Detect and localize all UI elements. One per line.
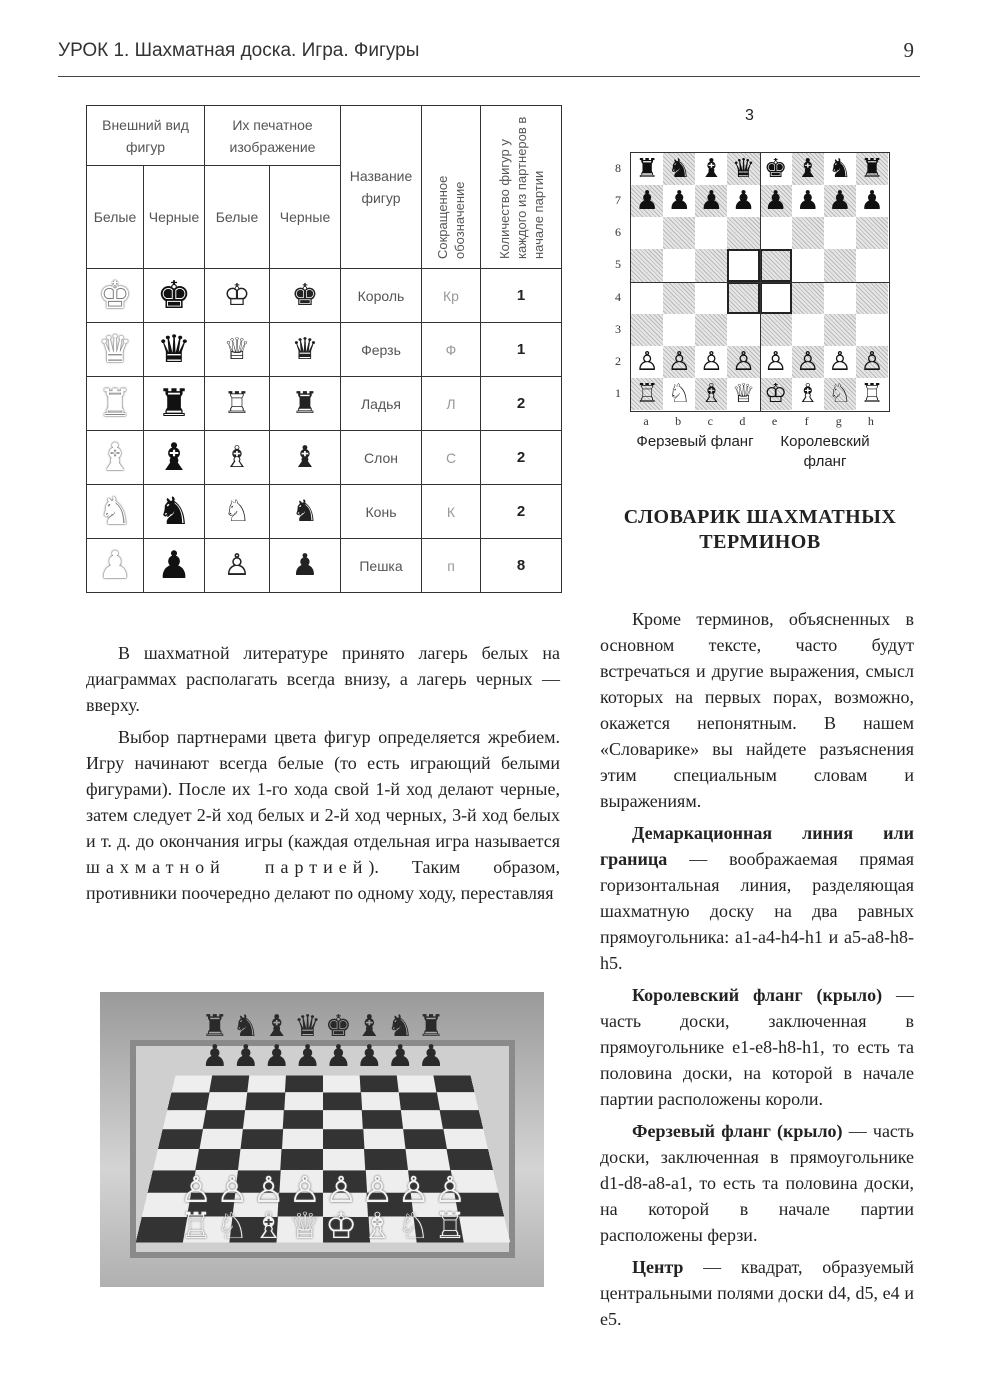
table-row: [87, 485, 562, 539]
board-square: ♚: [760, 153, 792, 185]
piece-name: Король: [341, 269, 422, 323]
board-square: [727, 282, 759, 314]
piece-abbr: Ф: [422, 323, 481, 377]
pieces-table: [86, 105, 562, 593]
board-square: [663, 282, 695, 314]
piece-name: Ферзь: [341, 323, 422, 377]
board-square: [856, 217, 888, 249]
board-square: [727, 314, 759, 346]
board-square: ♟: [727, 185, 759, 217]
paragraph-2: Выбор партнерами цвета фигур определяется жребием. Игру начинают всегда белые (то есть играющий белыми фигурами). После их 1-го хода свой 1-й ход делают черные, затем следует 2-й ход белых и 2-й ход черных, 3-й ход белых и т. д. до окончания игры (каждая отдельная игра называется шахматной партией). Таким образом, противники поочередно делают по одному ходу, переставляя: [86, 727, 561, 903]
rank-label: 8: [615, 161, 621, 175]
black-piece-glyph: ♛: [270, 323, 341, 377]
board-square: [824, 217, 856, 249]
board-square: ♝: [695, 153, 727, 185]
file-label: f: [804, 414, 809, 428]
glossary-entry-demarcation: Демаркационная линия или граница — воображаемая прямая горизонтальная линия, разделяющая шахматную доску на два равных прямоугольника: a1-a4-h4-h1 и a5-a8-h8-h5.: [600, 823, 914, 973]
board-square: [824, 249, 856, 281]
rank-label: 1: [615, 385, 621, 400]
piece-abbr: п: [422, 539, 481, 593]
board-square: [727, 217, 759, 249]
file-label: d: [739, 414, 746, 428]
rank-label: 5: [615, 257, 621, 272]
glossary-entry-king-flank: Королевский фланг (крыло) — часть доски, заключенная в прямоугольнике e1-e8-h8-h1, то есть та половина доски, на которой в начале партии расположены короли.: [600, 985, 914, 1109]
board-square: [663, 249, 695, 281]
chessboard-photo: ♜♞♝♛♚♝♞♜ ♟♟♟♟♟♟♟♟ ♙♙♙♙♙♙♙♙ ♖♘♗♕♔♗♘♖: [100, 992, 544, 1287]
header-abbr: Сокращенное обозначение: [422, 106, 481, 269]
board-square: ♘: [824, 378, 856, 410]
board-square: [631, 314, 663, 346]
rank-label: 2: [615, 353, 621, 368]
board-square: ♟: [856, 185, 888, 217]
piece-count: 1: [481, 323, 562, 377]
board-square: [663, 217, 695, 249]
piece-name: Ладья: [341, 377, 422, 431]
page-number: 9: [903, 38, 914, 62]
board-square: ♟: [631, 185, 663, 217]
board-square: ♟: [695, 185, 727, 217]
board-square: ♙: [695, 346, 727, 378]
board-square: ♖: [631, 378, 663, 410]
board-square: ♙: [792, 346, 824, 378]
king-flank-label: Королевский фланг: [780, 433, 870, 470]
board-square: [824, 314, 856, 346]
piece-count: 2: [481, 485, 562, 539]
glossary-title: СЛОВАРИК ШАХМАТНЫХ ТЕРМИНОВ: [623, 506, 897, 553]
board-square: [760, 314, 792, 346]
white-piece-photo: ♞: [87, 485, 144, 539]
board-square: ♙: [856, 346, 888, 378]
table-row: [87, 323, 562, 377]
white-piece-glyph: ♔: [205, 269, 270, 323]
piece-count: 1: [481, 269, 562, 323]
chess-diagram: [630, 152, 890, 412]
board-square: ♜: [631, 153, 663, 185]
board-square: ♗: [792, 378, 824, 410]
board-square: ♛: [727, 153, 759, 185]
glossary-entry-queen-flank: Ферзевый фланг (крыло) — часть доски, заключенная в прямоугольнике d1-d8-a8-a1, то есть та половина доски, на которой в начале партии расположены ферзи.: [600, 1121, 914, 1245]
table-row: [87, 377, 562, 431]
header-white-print: Белые: [205, 166, 270, 269]
header-count: Количество фигур у каждого из партнеров в начале партии: [481, 106, 562, 269]
board-square: [695, 217, 727, 249]
piece-count: 2: [481, 377, 562, 431]
board-square: ♟: [760, 185, 792, 217]
black-piece-photo: ♞: [144, 485, 205, 539]
piece-count: 2: [481, 431, 562, 485]
board-square: ♕: [727, 378, 759, 410]
board-square: [856, 249, 888, 281]
header-white: Белые: [87, 166, 144, 269]
table-row: [87, 431, 562, 485]
board-square: ♞: [663, 153, 695, 185]
board-square: [631, 217, 663, 249]
chapter-title: УРОК 1. Шахматная доска. Игра. Фигуры: [58, 40, 420, 61]
board-square: ♗: [695, 378, 727, 410]
header-appearance: Внешний вид фигур: [87, 106, 205, 166]
board-square: [792, 314, 824, 346]
header-printed: Их печатное изображение: [205, 106, 341, 166]
board-square: ♙: [824, 346, 856, 378]
white-piece-photo: ♛: [87, 323, 144, 377]
board-square: [824, 282, 856, 314]
board-square: [792, 249, 824, 281]
file-label: a: [643, 414, 649, 428]
board-square: ♔: [760, 378, 792, 410]
board-square: ♝: [792, 153, 824, 185]
black-piece-photo: ♚: [144, 269, 205, 323]
table-row: [87, 269, 562, 323]
glossary-text: [600, 606, 914, 1338]
file-label: h: [867, 414, 874, 428]
board-square: ♘: [663, 378, 695, 410]
white-piece-photo: ♚: [87, 269, 144, 323]
black-piece-photo: ♛: [144, 323, 205, 377]
file-label: g: [835, 414, 842, 428]
black-piece-photo: ♜: [144, 377, 205, 431]
board-square: ♖: [856, 378, 888, 410]
piece-name: Пешка: [341, 539, 422, 593]
board-square: ♜: [856, 153, 888, 185]
black-piece-photo: ♟: [144, 539, 205, 593]
page-header: [58, 36, 920, 77]
board-square: [856, 282, 888, 314]
black-piece-glyph: ♚: [270, 269, 341, 323]
black-piece-glyph: ♟: [270, 539, 341, 593]
piece-name: Слон: [341, 431, 422, 485]
board-square: ♙: [727, 346, 759, 378]
board-square: [792, 217, 824, 249]
board-square: [631, 249, 663, 281]
white-piece-photo: ♝: [87, 431, 144, 485]
board-square: [760, 249, 792, 281]
black-piece-photo: ♝: [144, 431, 205, 485]
board-square: [760, 282, 792, 314]
board-square: ♞: [824, 153, 856, 185]
piece-abbr: Кр: [422, 269, 481, 323]
flank-divider-line: [760, 153, 761, 411]
rank-label: 3: [615, 321, 621, 336]
board-square: ♙: [760, 346, 792, 378]
white-piece-glyph: ♗: [205, 431, 270, 485]
header-black: Черные: [144, 166, 205, 269]
board-square: ♙: [631, 346, 663, 378]
header-name: Название фигур: [341, 106, 422, 269]
table-row: [87, 539, 562, 593]
white-piece-glyph: ♕: [205, 323, 270, 377]
board-square: ♟: [824, 185, 856, 217]
piece-count: 8: [481, 539, 562, 593]
piece-name: Конь: [341, 485, 422, 539]
black-piece-glyph: ♜: [270, 377, 341, 431]
board-square: ♟: [663, 185, 695, 217]
paragraph-1: В шахматной литературе принято лагерь белых на диаграммах располагать всегда внизу, а лагерь черных — вверху.: [86, 643, 560, 715]
rank-label: 7: [615, 193, 621, 208]
file-label: e: [771, 414, 778, 428]
board-square: [631, 282, 663, 314]
white-piece-glyph: ♖: [205, 377, 270, 431]
piece-abbr: Л: [422, 377, 481, 431]
rank-label: 4: [615, 289, 621, 304]
header-black-print: Черные: [270, 166, 341, 269]
queen-flank-label: Ферзевый фланг: [636, 433, 754, 450]
white-piece-photo: ♜: [87, 377, 144, 431]
black-piece-glyph: ♞: [270, 485, 341, 539]
board-square: [727, 249, 759, 281]
white-piece-glyph: ♘: [205, 485, 270, 539]
file-label: c: [707, 414, 713, 428]
board-square: ♙: [663, 346, 695, 378]
board-square: [663, 314, 695, 346]
glossary-intro: Кроме терминов, объясненных в основном тексте, часто будут встречаться и другие выражения, смысл которых на первых порах, возможно, окажется непонятным. В нашем «Словарике» вы найдете разъяснения этим специальным словам и выражениям.: [600, 609, 914, 811]
rank-label: 6: [615, 225, 621, 240]
board-square: ♟: [792, 185, 824, 217]
piece-abbr: С: [422, 431, 481, 485]
file-label: b: [675, 414, 682, 428]
black-piece-glyph: ♝: [270, 431, 341, 485]
board-square: [856, 314, 888, 346]
white-piece-glyph: ♙: [205, 539, 270, 593]
diagram-caption: 3: [745, 107, 754, 124]
board-square: [695, 249, 727, 281]
white-piece-photo: ♟: [87, 539, 144, 593]
board-square: [695, 314, 727, 346]
board-square: [792, 282, 824, 314]
glossary-entry-center: Центр — квадрат, образуемый центральными полями доски d4, d5, e4 и e5.: [600, 1257, 914, 1329]
board-square: [760, 217, 792, 249]
piece-abbr: К: [422, 485, 481, 539]
board-square: [695, 282, 727, 314]
left-column-text: [86, 640, 560, 912]
